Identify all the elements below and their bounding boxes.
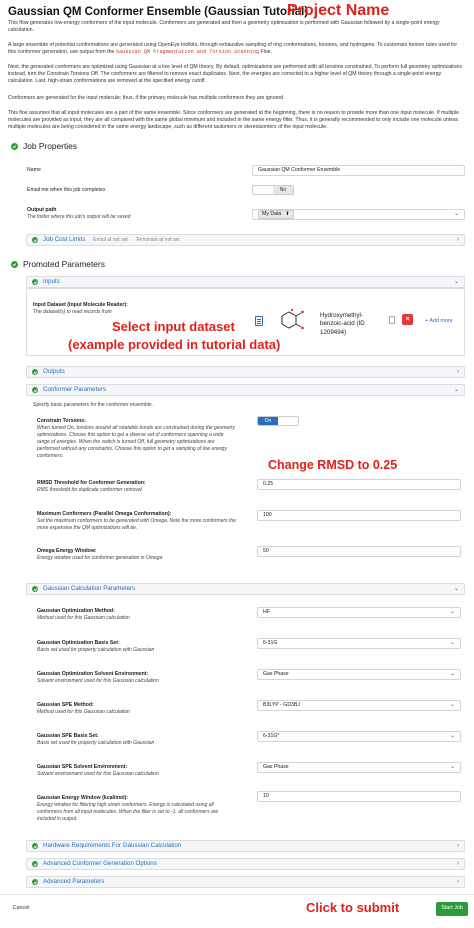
start-job-button[interactable]: Start Job (436, 902, 468, 916)
chevron-down-icon: ⌄ (453, 585, 459, 592)
g-opt-method-help: Method used for this Gaussian calculation (37, 615, 130, 621)
check-icon (32, 879, 38, 885)
job-properties-heading: Job Properties (11, 141, 77, 152)
email-label: Email me when this job completes (27, 187, 106, 193)
g-spe-solvent-help: Solvent environment used for this Gaussian calculation (37, 771, 159, 777)
dataset-file-icon (255, 316, 263, 326)
input-dataset-label: Input Dataset (Input Molecule Reader): (33, 302, 128, 308)
g-spe-solvent-label: Gaussian SPE Solvent Environment: (37, 764, 128, 770)
check-icon (32, 387, 38, 393)
chevron-down-icon: ⌄ (449, 733, 455, 740)
chevron-right-icon: › (457, 860, 459, 867)
output-path-select[interactable]: My Data ⬆ ⌄ (252, 209, 465, 220)
rmsd-input[interactable]: 0.25 (257, 479, 461, 490)
chevron-down-icon: ⌄ (449, 702, 455, 709)
page-title: Gaussian QM Conformer Ensemble (Gaussian Tutorial) (8, 6, 309, 18)
g-opt-method-label: Gaussian Optimization Method: (37, 608, 115, 614)
chevron-right-icon: › (457, 842, 459, 849)
chevron-right-icon: › (457, 368, 459, 375)
conformer-description: Specify basic parameters for the conformer ensemble. (33, 402, 154, 408)
g-opt-solvent-label: Gaussian Optimization Solvent Environment: (37, 671, 149, 677)
constrain-torsions-help: When turned On, torsions around all rotatable bonds are constrained during the geometry optimizations. Choose this option to get a diverse set of conformers spanning a wide range of energies. When the switch is turned Off, full geometry optimizations are performed without any constraints. Choose this option to get a sampling of low energy conformers. (37, 425, 235, 459)
description-p2: A large ensemble of potential conformations are generated using OpenEye toolkits, through exhaustive sampling of ring conformations, torsions, and hydrogens. To customize torsion rules used for this conformer generation, use output from the Gaussian QM Fragmentation and Torsion Scanning Floe. (8, 42, 458, 56)
chevron-down-icon: ⌄ (449, 640, 455, 647)
check-icon (32, 861, 38, 867)
description-p5: This floe assumes that all input molecules are a part of the same ensemble. Since conformers are generated at the beginning, there is no reason to provide more than one input molecule. If multiple molecules are provided as input, they are all compared with the same global minimum and included in the same energy filter. Thus, it is generally recommended to only include one molecule unless multiple molecules are being considered in the same energy landscape, such as different tautomers or stereoisomers of the input molecule. (8, 110, 459, 131)
email-toggle[interactable]: No (252, 185, 294, 195)
rmsd-help: RMS threshold for duplicate conformer removal (37, 487, 142, 493)
hardware-requirements-panel[interactable]: Hardware Requirements For Gaussian Calculation › (26, 840, 465, 852)
annotation-tutorial-data: (example provided in tutorial data) (68, 337, 281, 352)
chevron-right-icon: › (457, 878, 459, 885)
g-opt-basis-select[interactable]: 6-31G ⌄ (257, 638, 461, 649)
chevron-down-icon: ⌄ (449, 671, 455, 678)
max-conformers-input[interactable]: 100 (257, 510, 461, 521)
advanced-parameters-panel[interactable]: Advanced Parameters › (26, 876, 465, 888)
rmsd-label: RMSD Threshold for Conformer Generation: (37, 480, 146, 486)
output-path-help: The folder where this job's output will be saved (27, 214, 131, 220)
annotation-change-rmsd: Change RMSD to 0.25 (268, 458, 398, 472)
g-opt-method-select[interactable]: HF ⌄ (257, 607, 461, 618)
chevron-right-icon: › (457, 236, 459, 243)
g-energy-window-label: Gaussian Energy Window (kcal/mol): (37, 795, 129, 801)
annotation-project-name: Project Name (287, 2, 390, 19)
chevron-down-icon: ⌄ (453, 211, 459, 218)
annotation-click-submit: Click to submit (306, 900, 400, 915)
upload-icon: ⬆ (285, 211, 290, 218)
outputs-panel-header[interactable]: Outputs › (26, 366, 465, 378)
gaussian-parameters-panel-header[interactable]: Gaussian Calculation Parameters ⌄ (26, 583, 465, 595)
conformer-parameters-panel-header[interactable]: Conformer Parameters ⌄ (26, 384, 465, 396)
chevron-down-icon: ⌄ (449, 609, 455, 616)
chevron-down-icon: ⌄ (453, 386, 459, 393)
g-spe-method-label: Gaussian SPE Method: (37, 702, 94, 708)
name-label: Name (27, 167, 41, 173)
check-icon (32, 369, 38, 375)
advanced-conformer-options-panel[interactable]: Advanced Conformer Generation Options › (26, 858, 465, 870)
max-conformers-help: Set the maximum conformers to be generated with Omega. Note the more conformers the more expensive the QM optimizations will be. (37, 518, 236, 531)
job-name-input[interactable]: Gaussian QM Conformer Ensemble (252, 165, 465, 176)
g-opt-solvent-select[interactable]: Gas Phase ⌄ (257, 669, 461, 680)
dataset-name: Hydroxymethyl-benzoic-acid (ID 1209494) (320, 312, 365, 336)
g-opt-basis-help: Basis set used for property calculation with Gaussian (37, 647, 155, 653)
g-energy-window-help: Energy window for filtering high strain conformers. Energy is calculated using all conformers from all input molecules. When the filter is set to -1, all conformers are included in output. (37, 802, 219, 822)
omega-window-help: Energy window used for conformer generation in Omega (37, 555, 163, 561)
add-more-link[interactable]: + Add more (425, 318, 453, 324)
annotation-select-dataset: Select input dataset (112, 319, 235, 334)
omega-window-label: Omega Energy Window: (37, 548, 97, 554)
job-cost-limits-panel[interactable]: Job Cost Limits Email at not set Terminate at not set › (26, 234, 465, 246)
g-spe-method-select[interactable]: B3LYP - GD3BJ ⌄ (257, 700, 461, 711)
output-path-label: Output path (27, 207, 57, 213)
remove-dataset-button[interactable]: × (402, 314, 413, 325)
chevron-down-icon: ⌄ (449, 764, 455, 771)
constrain-torsions-toggle[interactable]: On (257, 416, 299, 426)
g-opt-basis-label: Gaussian Optimization Basis Set: (37, 640, 120, 646)
check-icon (11, 261, 18, 268)
check-icon (32, 237, 38, 243)
check-icon (32, 843, 38, 849)
inputs-panel-header[interactable]: Inputs ⌄ (26, 276, 465, 288)
molecule-structure-icon (272, 306, 306, 336)
g-spe-solvent-select[interactable]: Gas Phase ⌄ (257, 762, 461, 773)
g-spe-method-help: Method used for this Gaussian calculation (37, 709, 130, 715)
g-spe-basis-label: Gaussian SPE Basis Set: (37, 733, 99, 739)
g-spe-basis-select[interactable]: 6-31G* ⌄ (257, 731, 461, 742)
check-icon (32, 279, 38, 285)
input-dataset-help: The dataset(s) to read records from (33, 309, 112, 315)
constrain-torsions-label: Constrain Torsions: (37, 418, 86, 424)
description-p3: Next, the generated conformers are optimized using Gaussian at a low level of QM theory. By default, optimizations are performed with all torsions constrained. To perform full geometry optimizations instead, turn the Constrain Torsions Off. The conformers are filtered to remove exact duplicates. Next, the energies are corrected to a higher level of QM theory through a single-point energy calculation. Last, high-strain conformations are removed at the specified energy cutoff. (8, 64, 462, 85)
promoted-parameters-heading: Promoted Parameters (11, 259, 105, 270)
copy-icon[interactable] (389, 316, 395, 324)
g-spe-basis-help: Basis set used for property calculation with Gaussian (37, 740, 155, 746)
description-p4: Conformers are generated for the input molecule; thus, if the primary molecule has multiple conformers they are ignored. (8, 95, 285, 101)
check-icon (32, 586, 38, 592)
g-opt-solvent-help: Solvent environment used for this Gaussian calculation (37, 678, 159, 684)
chevron-down-icon: ⌄ (453, 278, 459, 285)
cancel-button[interactable]: Cancel (12, 905, 30, 912)
footer-divider (0, 894, 474, 895)
check-icon (11, 143, 18, 150)
omega-window-input[interactable]: 50 (257, 546, 461, 557)
g-energy-window-input[interactable]: 10 (257, 791, 461, 802)
max-conformers-label: Maximum Conformers (Parallel Omega Conformation): (37, 511, 172, 517)
description-intro: This flow generates low-energy conformers of the input molecule. Conformers are generated and then a geometry optimization is performed with Gaussian followed by a single-point energy calculation. (8, 20, 440, 34)
